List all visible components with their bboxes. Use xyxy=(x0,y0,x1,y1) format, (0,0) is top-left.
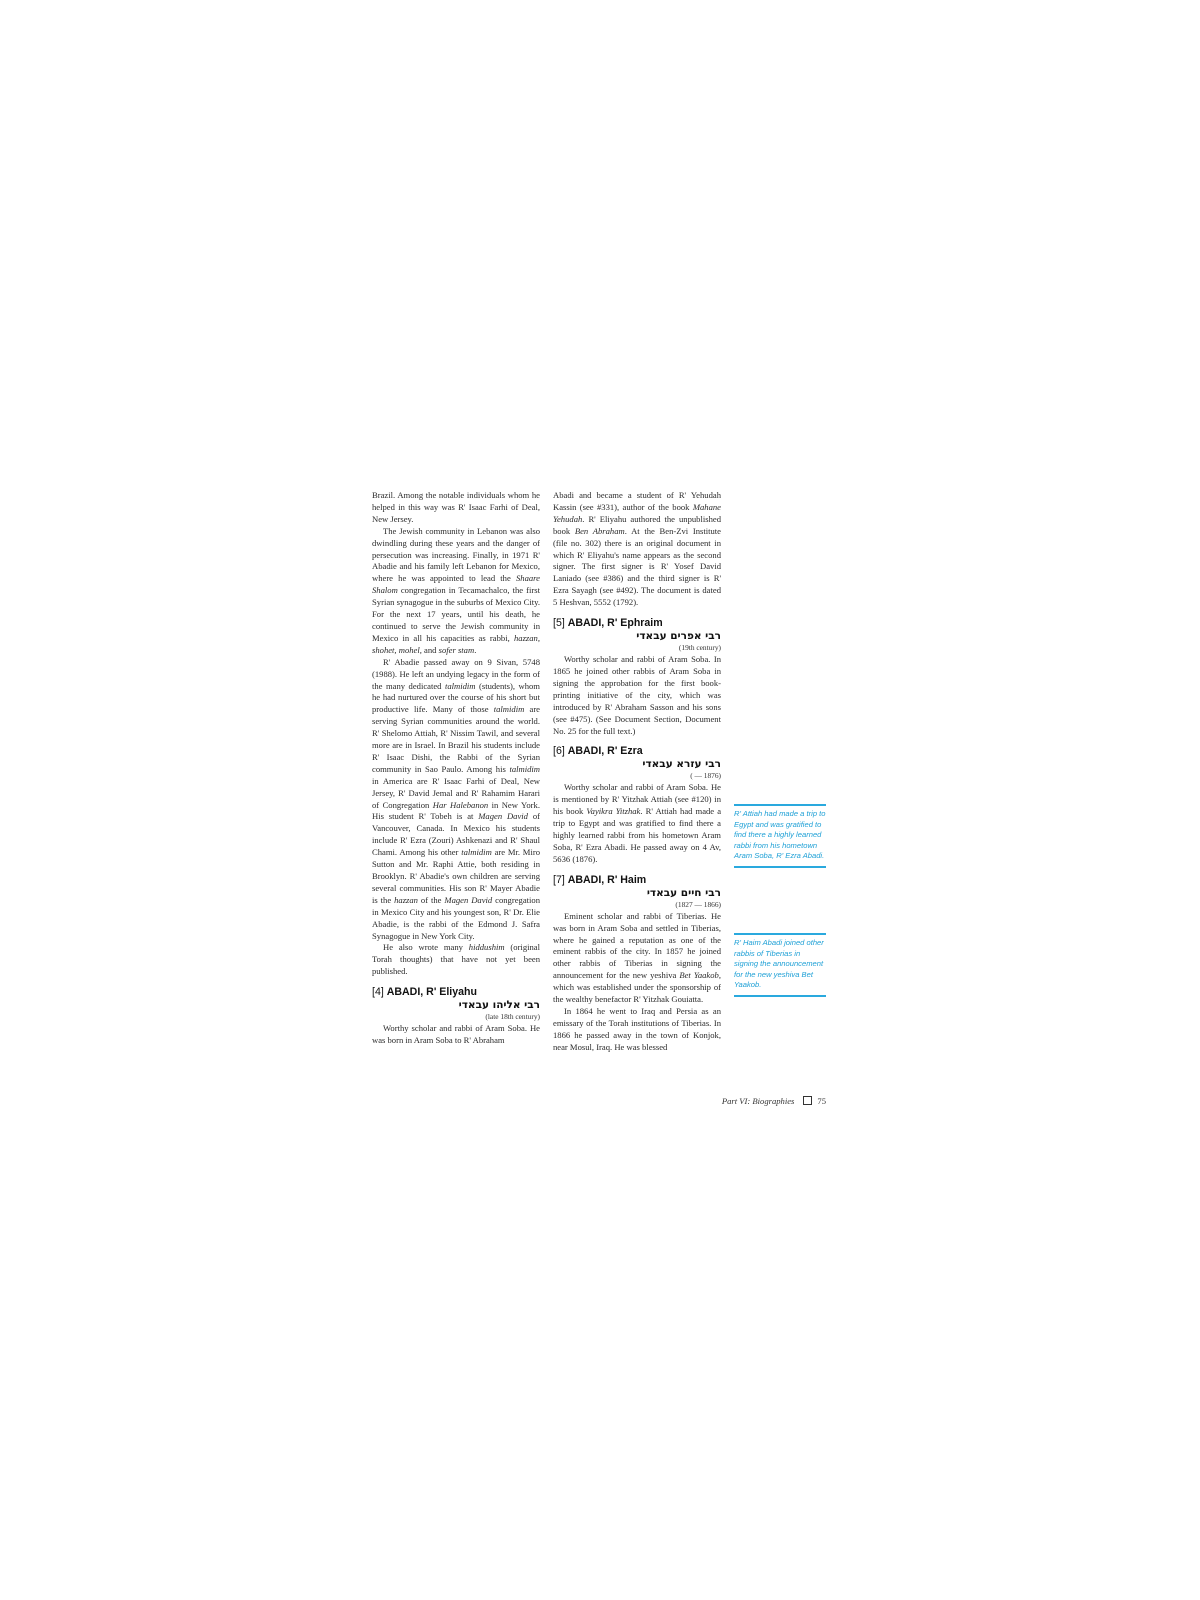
sidebar-quote-haim: R' Haim Abadi joined other rabbis of Tiberias in signing the announcement for the new yeshiva Bet Yaakob. xyxy=(734,933,826,997)
page-number: 75 xyxy=(817,1096,826,1106)
paragraph: In 1864 he went to Iraq and Persia as an emissary of the Torah institutions of Tiberias. In 1866 he passed away in the town of Konjok, near Mosul, Iraq. He was blessed xyxy=(553,1006,721,1052)
entry-hebrew-name: רבי עזרא עבאדי xyxy=(642,758,721,771)
entry-title: [5] ABADI, R' Ephraim xyxy=(553,617,663,630)
entry-title: [7] ABADI, R' Haim xyxy=(553,873,647,886)
entry-title: [6] ABADI, R' Ezra xyxy=(553,745,643,758)
paragraph: Brazil. Among the notable individuals whom he helped in this way was R' Isaac Farhi of Deal, New Jersey. xyxy=(372,490,540,524)
entry-hebrew-name: רבי חיים עבאדי xyxy=(646,886,721,899)
paragraph: R' Abadie passed away on 9 Sivan, 5748 (1988). He left an undying legacy in the form of the many dedicated talmidim (students), whom he had nurtured over the course of his short but productive life. Many of those talmidim are serving Syrian communities around the world. R' Shelomo Attiah, R' Nissim Tawil, and several more are in Israel. In Brazil his students include R' Isaac Dishi, the Rabbi of the Syrian community in Sao Paulo. Among his talmidim in America are R' Isaac Farhi of Deal, New Jersey, R' David Jemal and R' Rahamim Harari of Congregation Har Halebanon in New York. His student R' Tobeh is at Magen David of Vancouver, Canada. In Mexico his students include R' Ezra (Zouri) Ashkenazi and R' Shaul Chami. Among his other talmidim are Mr. Miro Sutton and Mr. Raphi Attie, both residing in Brooklyn. R' Abadie's own children are serving several communities. His son R' Mayer Abadie is the hazzan of the Magen David congregation in Mexico City and his youngest son, R' Dr. Elie Abadie, is the rabbi of the Edmond J. Safra Synagogue in New York City. xyxy=(372,656,541,941)
square-bullet-icon xyxy=(803,1096,812,1105)
entry-dates: (1827 — 1866) xyxy=(675,899,721,909)
section-title: Part VI: Biographies xyxy=(721,1096,795,1106)
page-footer xyxy=(600,1096,826,1106)
entry-heading-6 xyxy=(553,744,721,781)
paragraph: He also wrote many hiddushim (original Torah thoughts) that have not yet been published. xyxy=(372,942,540,977)
entry-hebrew-name: רבי אליהו עבאדי xyxy=(458,999,540,1012)
paragraph: Abadi and became a student of R' Yehudah Kassin (see #331), author of the book Mahane Yehudah. R' Eliyahu authored the unpublished book Ben Abraham. At the Ben-Zvi Institute (file no. 302) there is an original document in which R' Eliyahu's name appears as the second signer. The first signer is R' Yosef David Laniado (see #386) and the third signer is R' Ezra Sayagh (see #492). The document is dated 5 Heshvan, 5552 (1792). xyxy=(553,490,721,608)
paragraph: The Jewish community in Lebanon was also dwindling during these years and the danger of persecution was increasing. Finally, in 1971 R' Abadie and his family left Lebanon for Mexico, where he was appointed to lead the Shaare Shalom congregation in Tecamachalco, the first Syrian synagogue in the suburbs of Mexico City. For the next 17 years, until his death, he continued to serve the Jewish community in Mexico in all his capacities as rabbi, hazzan, shohet, mohel, and sofer stam. xyxy=(372,525,540,655)
paragraph: Worthy scholar and rabbi of Aram Soba. In 1865 he joined other rabbis of Aram Soba in signing the approbation for the first book-printing initiative of the city, which was introduced by R' Abraham Sasson and his sons (see #475). (See Document Section, Document No. 25 for the full text.) xyxy=(553,654,721,736)
paragraph: Eminent scholar and rabbi of Tiberias. He was born in Aram Soba and settled in Tiberias, where he gained a reputation as one of the eminent rabbis of the city. In 1857 he joined other rabbis of Tiberias in signing the announcement for the new yeshiva Bet Yaakob, which was established under the sponsorship of the wealthy benefactor R' Yitzhak Gouiatta. xyxy=(553,910,721,1005)
entry-title: [4] ABADI, R' Eliyahu xyxy=(372,986,477,999)
entry-heading-7 xyxy=(553,873,721,910)
entry-heading-4 xyxy=(372,985,540,1022)
paragraph: Worthy scholar and rabbi of Aram Soba. He was born in Aram Soba to R' Abraham xyxy=(372,1023,540,1046)
text-column-right xyxy=(553,490,721,1054)
entry-dates: (19th century) xyxy=(678,643,721,653)
entry-dates: ( — 1876) xyxy=(690,771,721,781)
entry-heading-5 xyxy=(553,616,721,653)
sidebar-quote-attiah: R' Attiah had made a trip to Egypt and was gratified to find there a highly learned rabbi from his hometown Aram Soba, R' Ezra Abadi. xyxy=(734,804,826,868)
paragraph: Worthy scholar and rabbi of Aram Soba. He is mentioned by R' Yitzhak Attiah (see #120) in his book Vayikra Yitzhak. R' Attiah had made a trip to Egypt and was gratified to find there a highly learned rabbi from his hometown Aram Soba, R' Ezra Abadi. He passed away on 4 Av, 5636 (1876). xyxy=(553,782,722,864)
text-column-left xyxy=(372,490,540,1047)
entry-hebrew-name: רבי אפרים עבאדי xyxy=(636,630,721,643)
entry-dates: (late 18th century) xyxy=(485,1012,540,1022)
